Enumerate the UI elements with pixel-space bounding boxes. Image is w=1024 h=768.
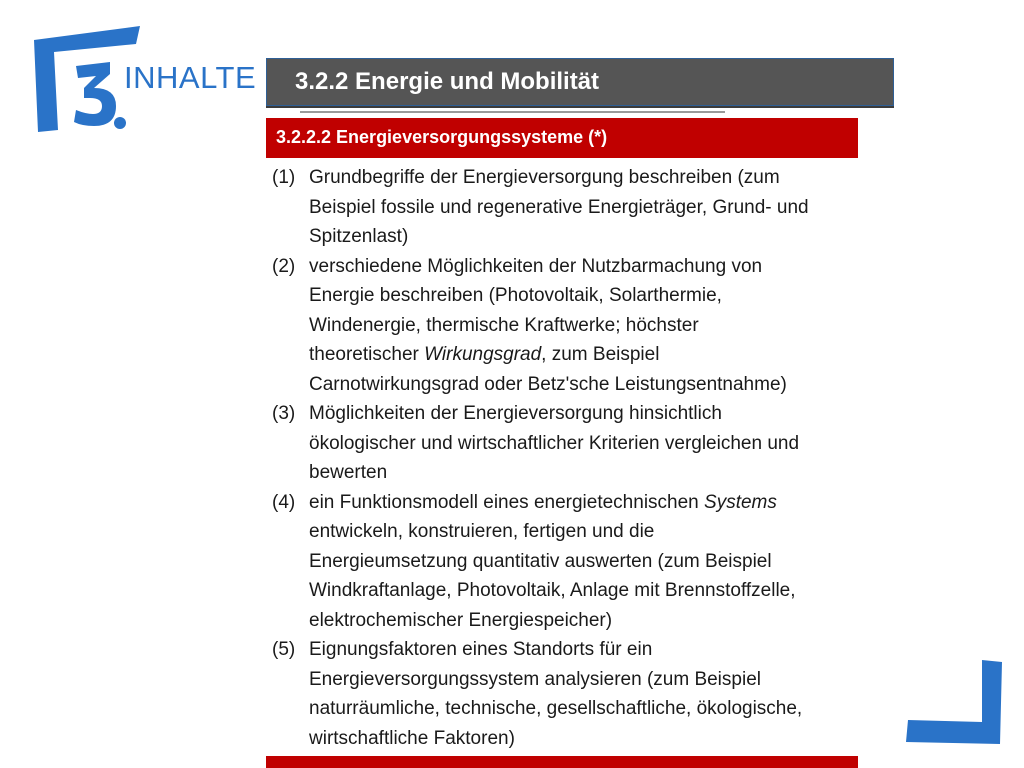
list-item-line: Windenergie, thermische Kraftwerke; höchster: [309, 314, 699, 336]
list-item: [272, 488, 858, 636]
list-item-line: Windkraftanlage, Photovoltaik, Anlage mit Brennstoffzelle,: [309, 580, 796, 601]
list-item-line: Eignungsfaktoren eines Standorts für ein: [309, 639, 653, 660]
corner-bracket-icon: [902, 658, 1006, 748]
list-item-line: entwickeln, konstruieren, fertigen und die: [309, 521, 655, 542]
divider: [300, 111, 725, 113]
title-bar: [266, 58, 894, 106]
list-item: [272, 399, 858, 488]
list-item-line: Energie beschreiben (Photovoltaik, Solarthermie,: [309, 285, 722, 306]
list-item-line: Grundbegriffe der Energieversorgung beschreiben (zum: [309, 167, 780, 188]
list-item-number: (3): [272, 403, 296, 424]
list-item-line: elektrochemischer Energiespeicher): [309, 609, 613, 631]
list-item: [272, 635, 858, 753]
list-item-line: verschiedene Möglichkeiten der Nutzbarmachung von: [309, 255, 763, 277]
list-item-line: ökologischer und wirtschaftlicher Kriterien vergleichen und: [309, 432, 800, 454]
list-item-line: Energieversorgungssystem analysieren (zum Beispiel: [309, 668, 761, 690]
list-item-line: theoretischer Wirkungsgrad, zum Beispiel: [309, 344, 660, 365]
list-item-line: ein Funktionsmodell eines energietechnischen Systems: [309, 491, 777, 513]
list-item-number: (2): [272, 255, 296, 277]
list-item-line: Spitzenlast): [309, 226, 409, 247]
list-item: [272, 252, 858, 400]
logo-text: INHALTE: [124, 60, 257, 95]
list-item-line: Carnotwirkungsgrad oder Betz'sche Leistungsentnahme): [309, 373, 787, 395]
list-item-number: (4): [272, 491, 296, 513]
competency-list: [272, 163, 858, 753]
list-item-line: wirtschaftliche Faktoren): [309, 727, 515, 749]
list-item-line: Möglichkeiten der Energieversorgung hinsichtlich: [309, 403, 722, 424]
list-item-line: naturräumliche, technische, gesellschaftliche, ökologische,: [309, 698, 803, 719]
list-item-number: (5): [272, 639, 296, 660]
next-section-header: [266, 756, 858, 768]
section-header: [266, 118, 858, 158]
list-item-line: Energieumsetzung quantitativ auswerten (zum Beispiel: [309, 550, 772, 572]
section-title: 3.2.2.2 Energieversorgungssysteme (*): [276, 127, 608, 147]
list-item-line: bewerten: [309, 462, 388, 483]
page-title: 3.2.2 Energie und Mobilität: [295, 68, 600, 95]
list-item-number: (1): [272, 167, 296, 188]
list-item: [272, 163, 858, 252]
list-item-line: Beispiel fossile und regenerative Energieträger, Grund- und: [309, 196, 809, 218]
